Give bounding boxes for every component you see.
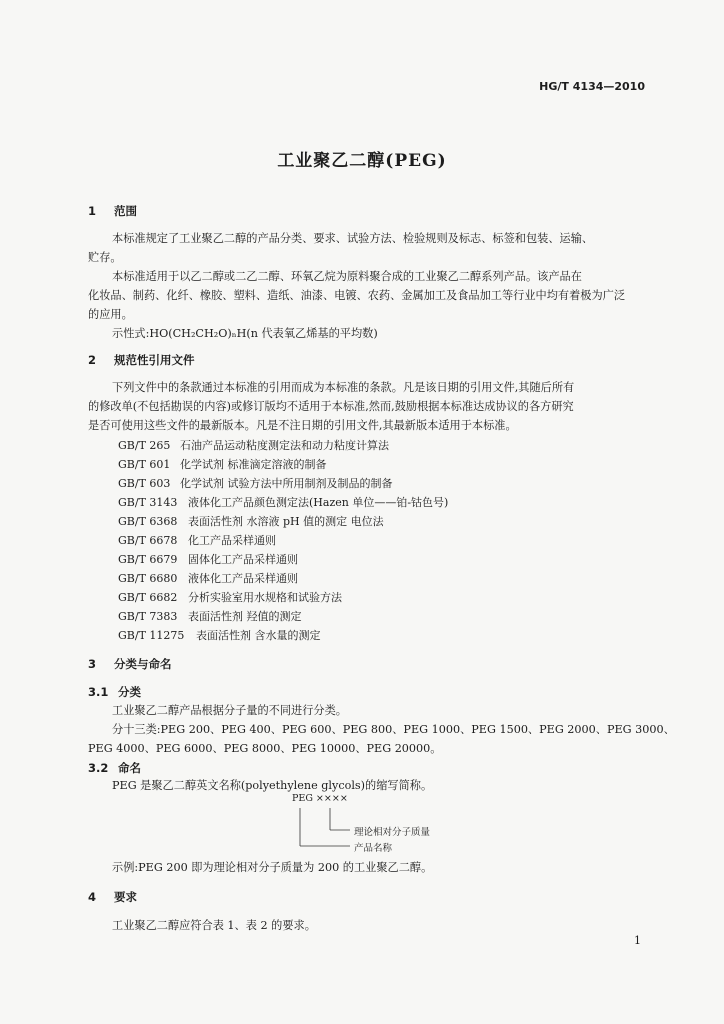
standard-code: HG/T 4134—2010 — [539, 80, 645, 93]
section-2-heading — [88, 352, 195, 368]
reference-item — [118, 494, 448, 510]
section-1-heading — [88, 203, 137, 219]
reference-title: 液体化工产品采样通则 — [188, 572, 298, 585]
paragraph-line: 是否可使用这些文件的最新版本。凡是不注日期的引用文件,其最新版本适用于本标准。 — [88, 419, 517, 432]
reference-title: 表面活性剂 水溶液 pH 值的测定 电位法 — [188, 515, 384, 528]
reference-item — [118, 608, 302, 624]
paragraph-line: 工业聚乙二醇产品根据分子量的不同进行分类。 — [112, 704, 347, 717]
reference-title: 石油产品运动粘度测定法和动力粘度计算法 — [180, 439, 389, 452]
reference-code: GB/T 11275 — [118, 629, 185, 642]
reference-item — [118, 475, 393, 491]
formula-line: 示性式:HO(CH₂CH₂O)ₙH(n 代表氧乙烯基的平均数) — [112, 327, 378, 340]
section-number: 2 — [88, 353, 97, 367]
paragraph-line: 的修改单(不包括勘误的内容)或修订版均不适用于本标准,然而,鼓励根据本标准达成协议的各方研究 — [88, 400, 574, 413]
reference-item — [118, 456, 327, 472]
paragraph-line: 分十三类:PEG 200、PEG 400、PEG 600、PEG 800、PEG 1000、PEG 1500、PEG 2000、PEG 3000、 — [112, 723, 675, 736]
paragraph-line: 的应用。 — [88, 308, 133, 321]
reference-code: GB/T 7383 — [118, 610, 178, 623]
reference-code: GB/T 603 — [118, 477, 171, 490]
section-3-heading — [88, 656, 172, 672]
reference-code: GB/T 601 — [118, 458, 171, 471]
section-title: 规范性引用文件 — [114, 353, 195, 367]
reference-item — [118, 551, 298, 567]
section-number: 3.1 — [88, 685, 109, 699]
paragraph-line: PEG 是聚乙二醇英文名称(polyethylene glycols)的缩写简称。 — [112, 779, 433, 792]
section-3-1-heading — [88, 684, 141, 700]
section-number: 4 — [88, 890, 97, 904]
section-title: 要求 — [114, 890, 137, 904]
reference-code: GB/T 6679 — [118, 553, 178, 566]
reference-title: 液体化工产品颜色测定法(Hazen 单位——铂-钴色号) — [188, 496, 449, 509]
reference-title: 化工产品采样通则 — [188, 534, 276, 547]
paragraph-line: PEG 4000、PEG 6000、PEG 8000、PEG 10000、PEG 20000。 — [88, 742, 442, 755]
diagram-label-product: 产品名称 — [354, 843, 393, 854]
reference-item — [118, 627, 321, 643]
paragraph-line: 下列文件中的条款通过本标准的引用而成为本标准的条款。凡是该日期的引用文件,其随后所有 — [112, 381, 575, 394]
reference-item — [118, 532, 276, 548]
page-number: 1 — [634, 934, 641, 947]
section-number: 3 — [88, 657, 97, 671]
paragraph-line: 本标准规定了工业聚乙二醇的产品分类、要求、试验方法、检验规则及标志、标签和包装、运输、 — [112, 232, 594, 245]
reference-item — [118, 589, 342, 605]
reference-code: GB/T 6680 — [118, 572, 178, 585]
example-line: 示例:PEG 200 即为理论相对分子质量为 200 的工业聚乙二醇。 — [112, 861, 433, 874]
reference-code: GB/T 265 — [118, 439, 171, 452]
reference-code: GB/T 6678 — [118, 534, 178, 547]
reference-code: GB/T 6368 — [118, 515, 178, 528]
reference-item — [118, 437, 389, 453]
paragraph-line: 工业聚乙二醇应符合表 1、表 2 的要求。 — [112, 919, 316, 932]
reference-title: 化学试剂 标准滴定溶液的制备 — [180, 458, 327, 471]
reference-code: GB/T 3143 — [118, 496, 178, 509]
reference-item — [118, 570, 298, 586]
paragraph-line: 化妆品、制药、化纤、橡胶、塑料、造纸、油漆、电镀、农药、金属加工及食品加工等行业中均有着极为广泛 — [88, 289, 626, 302]
diagram-label-molecular: 理论相对分子质量 — [354, 827, 431, 838]
section-title: 分类与命名 — [114, 657, 172, 671]
section-title: 分类 — [118, 685, 141, 699]
paragraph-line: 本标准适用于以乙二醇或二乙二醇、环氧乙烷为原料聚合成的工业聚乙二醇系列产品。该产品在 — [112, 270, 582, 283]
reference-title: 分析实验室用水规格和试验方法 — [188, 591, 342, 604]
document-title: 工业聚乙二醇(PEG) — [277, 151, 447, 171]
reference-title: 固体化工产品采样通则 — [188, 553, 298, 566]
section-3-2-heading — [88, 760, 141, 776]
reference-item — [118, 513, 384, 529]
section-4-heading — [88, 889, 137, 905]
section-number: 1 — [88, 204, 97, 218]
reference-title: 化学试剂 试验方法中所用制剂及制品的制备 — [180, 477, 393, 490]
section-title: 范围 — [114, 204, 137, 218]
reference-title: 表面活性剂 含水量的测定 — [196, 629, 321, 642]
naming-diagram — [270, 793, 520, 855]
reference-title: 表面活性剂 羟值的测定 — [188, 610, 302, 623]
section-title: 命名 — [118, 761, 141, 775]
section-number: 3.2 — [88, 761, 109, 775]
paragraph-line: 贮存。 — [88, 251, 122, 264]
reference-code: GB/T 6682 — [118, 591, 178, 604]
diagram-code: PEG ×××× — [292, 793, 348, 804]
